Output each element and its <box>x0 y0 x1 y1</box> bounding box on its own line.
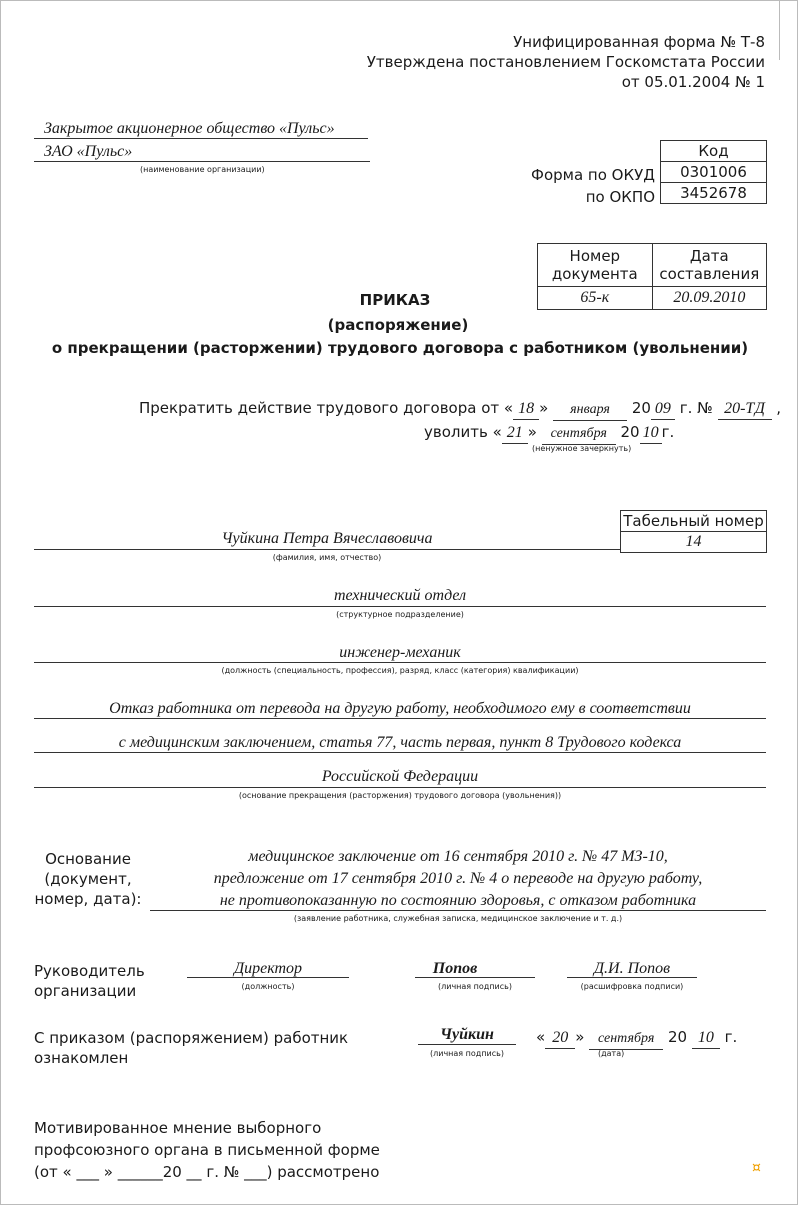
basis-line2: предложение от 17 сентября 2010 г. № 4 о переводе на другую работу, <box>213 870 703 887</box>
grounds-rule3 <box>34 787 766 788</box>
acquainted-year: 10 <box>692 1028 720 1049</box>
head-label1: Руководитель <box>34 962 145 980</box>
union-line3: (от « ___ » ______20 __ г. № ___) рассмотрено <box>34 1163 380 1181</box>
acquainted-date-caption: (дата) <box>598 1049 625 1058</box>
head-signature-line <box>415 977 535 978</box>
terminate-num-label: г. № <box>679 399 713 417</box>
dismiss-year-prefix: 20 <box>620 423 640 441</box>
acquainted-label <box>34 1028 348 1068</box>
acquainted-day: 20 <box>545 1028 575 1049</box>
doc-number: 65-к <box>538 287 653 310</box>
acquainted-month: сентября <box>589 1029 663 1050</box>
acquainted-suffix: г. <box>724 1028 738 1046</box>
grounds-line1: Отказ работника от перевода на другую работу, необходимого ему в соответствии <box>109 700 691 717</box>
doc-number-header: Номер документа <box>538 244 653 287</box>
dismiss-year: 10 <box>640 423 662 444</box>
acquainted-signature-line <box>418 1044 516 1045</box>
basis-caption: (заявление работника, служебная записка, медицинское заключение и т. д.) <box>293 914 623 923</box>
basis-label1: Основание <box>45 850 131 868</box>
codes-table <box>660 140 767 204</box>
union-line1: Мотивированное мнение выборного <box>34 1119 322 1137</box>
grounds-line3: Российской Федерации <box>321 768 479 785</box>
title-main: ПРИКАЗ <box>359 291 431 309</box>
grounds-rule2 <box>34 752 766 753</box>
employee-name-caption: (фамилия, имя, отчество) <box>272 553 382 562</box>
okud-label: Форма по ОКУД <box>531 166 655 184</box>
basis-label3: номер, дата): <box>34 890 142 908</box>
dismiss-suffix: г. <box>661 423 675 441</box>
employee-name-line <box>34 549 620 550</box>
terminate-comma: , <box>776 399 782 417</box>
head-label2: организации <box>34 982 137 1000</box>
org-line-2 <box>34 161 370 162</box>
union-line2: профсоюзного органа в письменной форме <box>34 1141 380 1159</box>
org-caption: (наименование организации) <box>140 165 265 174</box>
grounds-line2: с медицинским заключением, статья 77, часть первая, пункт 8 Трудового кодекса <box>118 734 682 751</box>
grounds-rule1 <box>34 718 766 719</box>
acquainted-signature-caption: (личная подпись) <box>430 1049 504 1058</box>
terminate-line <box>139 398 781 421</box>
form-header-line3: от 05.01.2004 № 1 <box>621 73 765 91</box>
acquainted-year-prefix: 20 <box>667 1028 688 1046</box>
doc-date: 20.09.2010 <box>652 287 766 310</box>
org-name-full: Закрытое акционерное общество «Пульс» <box>44 120 335 137</box>
terminate-text: Прекратить действие трудового договора от « <box>139 399 514 417</box>
acquainted-quote-close: » <box>575 1028 585 1046</box>
head-signature: Попов <box>432 960 478 977</box>
strike-caption: (ненужное зачеркнуть) <box>532 444 632 453</box>
terminate-year-prefix: 20 <box>631 399 651 417</box>
basis-line1: медицинское заключение от 16 сентября 2010 г. № 47 МЗ-10, <box>248 848 668 865</box>
head-position-line <box>187 977 349 978</box>
org-name-short: ЗАО «Пульс» <box>44 143 133 160</box>
basis-label2: (документ, <box>44 870 132 888</box>
dismiss-month: сентября <box>542 424 616 445</box>
form-header-line2: Утверждена постановлением Госкомстата России <box>366 53 765 71</box>
terminate-quote: » <box>539 399 549 417</box>
okud-value: 0301006 <box>661 162 767 183</box>
terminate-day: 18 <box>513 399 539 420</box>
head-position-caption: (должность) <box>241 982 295 991</box>
head-label <box>34 961 145 1001</box>
tab-table <box>620 510 767 553</box>
form-header <box>300 32 765 92</box>
department-caption: (структурное подразделение) <box>336 610 464 619</box>
okpo-value: 3452678 <box>661 183 767 204</box>
acquainted-date <box>536 1027 737 1050</box>
department-line <box>34 606 766 607</box>
position-caption: (должность (специальность, профессия), разряд, класс (категория) квалификации) <box>221 666 579 675</box>
tab-number: 14 <box>621 532 767 553</box>
form-header-line1: Унифицированная форма № Т-8 <box>513 33 765 51</box>
acquainted-label2: ознакомлен <box>34 1049 129 1067</box>
department: технический отдел <box>333 587 467 604</box>
grounds-caption: (основание прекращения (расторжения) трудового договора (увольнения)) <box>238 791 562 800</box>
title-line3: о прекращении (расторжении) трудового договора с работником (увольнении) <box>51 339 749 357</box>
head-decoded-line <box>567 977 697 978</box>
dismiss-quote: » <box>527 423 537 441</box>
basis-line3: не противопоказанную по состоянию здоровья, с отказом работника <box>219 892 697 909</box>
org-line-1 <box>34 138 368 139</box>
terminate-num: 20-ТД <box>718 399 772 420</box>
head-position: Директор <box>233 960 303 977</box>
terminate-month: января <box>553 400 627 421</box>
acquainted-quote-open: « <box>536 1028 546 1046</box>
employee-name: Чуйкина Петра Вячеславовича <box>221 530 433 547</box>
basis-rule <box>150 910 766 911</box>
title-line2: (распоряжение) <box>327 316 469 334</box>
head-decoded-caption: (расшифровка подписи) <box>580 982 684 991</box>
position-line <box>34 662 766 663</box>
doc-date-header: Дата составления <box>652 244 766 287</box>
page-corner-line <box>779 0 800 60</box>
acquainted-label1: С приказом (распоряжением) работник <box>34 1029 349 1047</box>
terminate-year: 09 <box>651 399 675 420</box>
title-line1 <box>0 290 800 310</box>
union-opinion <box>34 1117 380 1183</box>
position: инженер-механик <box>339 644 461 661</box>
basis-label <box>30 849 146 909</box>
okpo-label: по ОКПО <box>585 188 655 206</box>
tab-header: Табельный номер <box>621 511 767 532</box>
dismiss-day: 21 <box>502 423 528 444</box>
head-signature-caption: (личная подпись) <box>438 982 512 991</box>
dismiss-line <box>424 422 674 445</box>
codes-header: Код <box>661 141 767 162</box>
dismiss-text: уволить « <box>424 423 502 441</box>
head-decoded: Д.И. Попов <box>593 960 671 977</box>
end-mark-icon: ¤ <box>752 1160 761 1176</box>
acquainted-signature: Чуйкин <box>440 1026 494 1043</box>
